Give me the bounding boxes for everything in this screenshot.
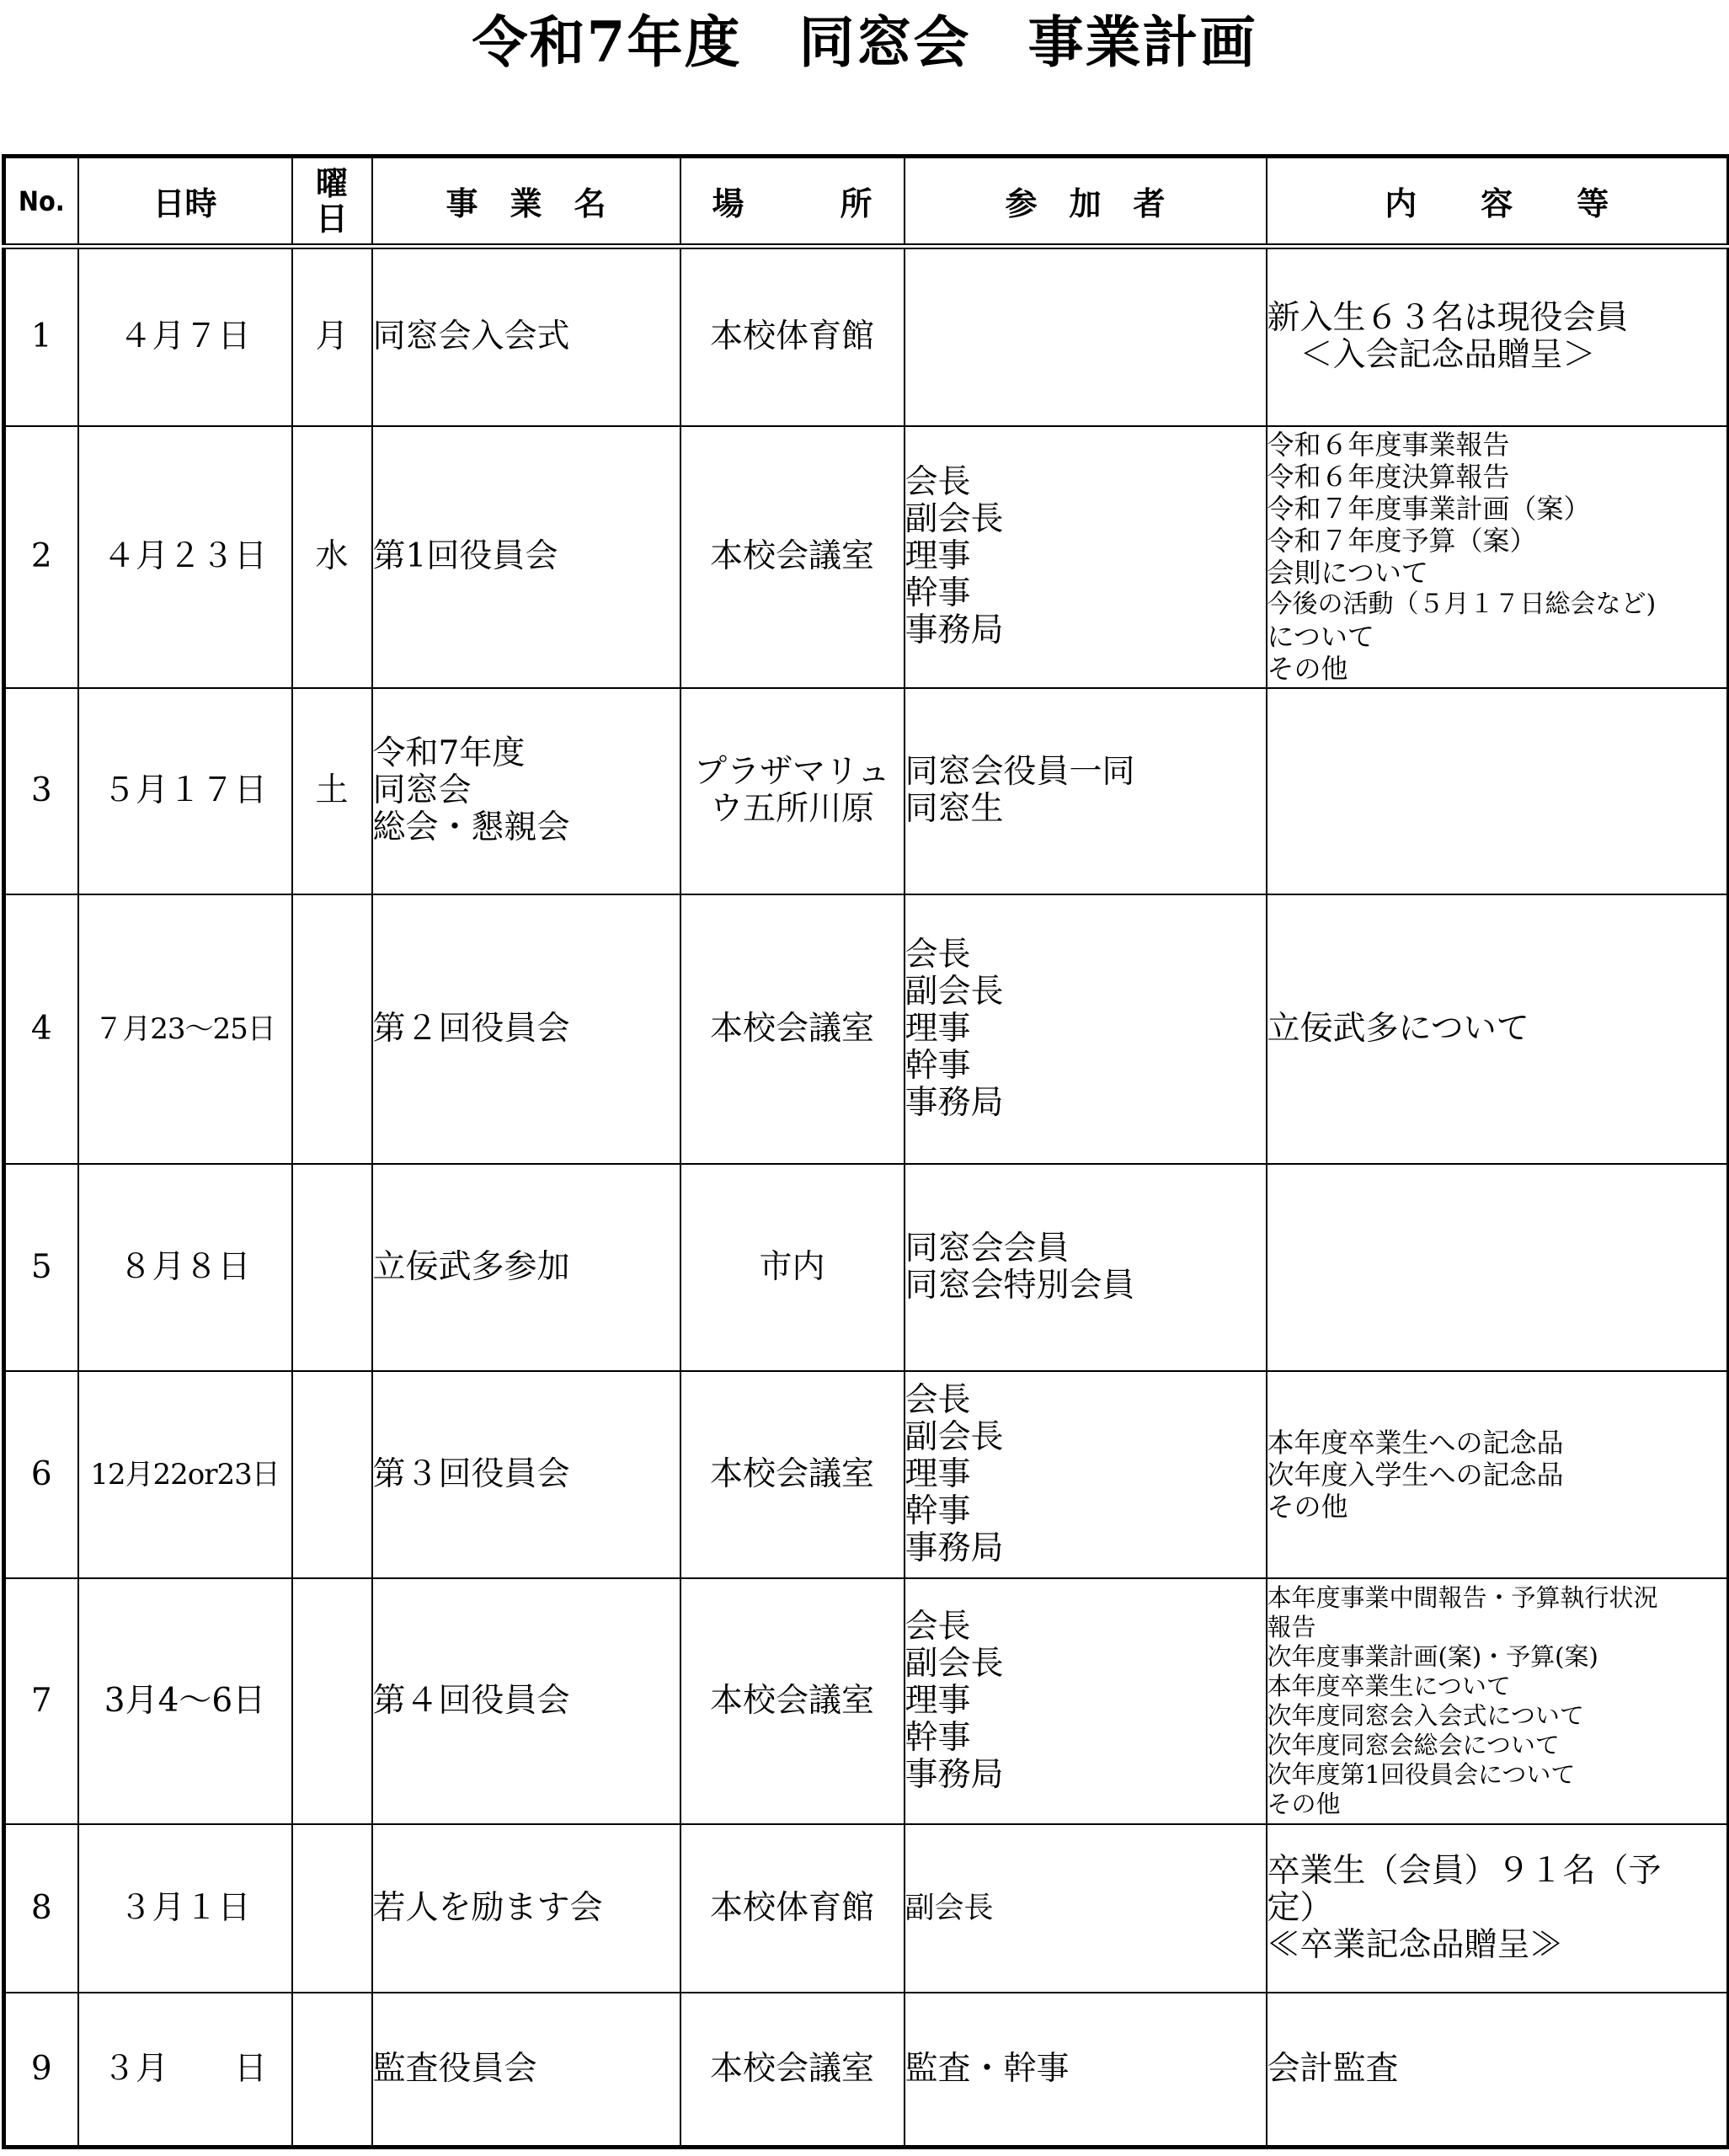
row-participants — [905, 426, 1267, 688]
content-line: 新入生６３名は現役会員 — [1267, 299, 1629, 338]
participant-line: 同窓生 — [905, 790, 1004, 828]
header-date: 日時 — [78, 157, 292, 247]
table-row — [4, 1371, 1729, 1578]
row-place — [680, 1578, 905, 1824]
table-row — [4, 426, 1729, 688]
row-participants — [905, 247, 1267, 426]
row-content — [1267, 426, 1729, 688]
name-line: 令和7年度 — [372, 734, 526, 772]
row-name — [372, 1824, 680, 1993]
name-line: 監査役員会 — [372, 2049, 537, 2088]
table-row — [4, 1824, 1729, 1993]
participant-line: 副会長 — [905, 1417, 1004, 1456]
name-line: 第３回役員会 — [372, 1454, 570, 1493]
content-line: 次年度入学生への記念品 — [1267, 1458, 1564, 1491]
content-line: ≪卒業記念品贈呈≫ — [1267, 1925, 1563, 1964]
content-line: 会計監査 — [1267, 2049, 1399, 2088]
page-title: 令和7年度 同窓会 事業計画 — [472, 9, 1257, 75]
row-content — [1267, 1164, 1729, 1371]
content-line: 今後の活動（５月１７日総会など) — [1267, 590, 1657, 619]
row-no: 6 — [4, 1371, 78, 1578]
row-dow — [292, 894, 372, 1164]
content-line: 次年度事業計画(案)・予算(案) — [1267, 1641, 1598, 1671]
row-date: ８月８日 — [78, 1164, 292, 1371]
table-row — [4, 1164, 1729, 1371]
row-content — [1267, 247, 1729, 426]
participant-line: 理事 — [905, 1454, 971, 1493]
row-no: 7 — [4, 1578, 78, 1824]
participant-line: 監査・幹事 — [905, 2049, 1070, 2088]
participant-line: 幹事 — [905, 1046, 971, 1085]
row-dow — [292, 1824, 372, 1993]
header-dow-line: 曜 — [315, 163, 348, 202]
row-name — [372, 247, 680, 426]
place-line: 本校会議室 — [709, 2049, 874, 2088]
row-name — [372, 1371, 680, 1578]
row-date: ５月１７日 — [78, 688, 292, 894]
row-content — [1267, 894, 1729, 1164]
row-place — [680, 1824, 905, 1993]
row-no: 2 — [4, 426, 78, 688]
row-content — [1267, 688, 1729, 894]
row-date: ４月７日 — [78, 247, 292, 426]
participant-line: 副会長 — [905, 1644, 1004, 1683]
row-place — [680, 1164, 905, 1371]
row-participants — [905, 1824, 1267, 1993]
name-line: 第４回役員会 — [372, 1681, 570, 1720]
participant-line: 会長 — [905, 1380, 971, 1419]
row-place — [680, 1993, 905, 2148]
row-dow — [292, 1578, 372, 1824]
content-line: 令和６年度決算報告 — [1267, 461, 1510, 493]
event-plan-table — [2, 154, 1729, 2149]
row-content — [1267, 1824, 1729, 1993]
row-place — [680, 894, 905, 1164]
content-line: ＜入会記念品贈呈＞ — [1267, 336, 1596, 375]
place-line: 市内 — [759, 1247, 825, 1286]
row-no: 4 — [4, 894, 78, 1164]
row-name — [372, 1578, 680, 1824]
header-content: 内 容 等 — [1267, 157, 1729, 247]
participant-line: 幹事 — [905, 574, 971, 612]
participant-line: 副会長 — [905, 1891, 994, 1925]
row-name — [372, 894, 680, 1164]
table-row — [4, 894, 1729, 1164]
row-date: ３月１日 — [78, 1824, 292, 1993]
row-content — [1267, 1993, 1729, 2148]
table-row — [4, 688, 1729, 894]
participant-line: 会長 — [905, 463, 971, 501]
content-line: について — [1267, 621, 1374, 653]
row-dow: 水 — [292, 426, 372, 688]
place-line: プラザマリュ — [694, 753, 890, 791]
row-participants — [905, 1164, 1267, 1371]
content-line: 次年度同窓会入会式について — [1267, 1700, 1584, 1730]
participant-line: 幹事 — [905, 1718, 971, 1757]
row-date: 12月22or23日 — [78, 1371, 292, 1578]
table-row — [4, 247, 1729, 426]
content-line: その他 — [1267, 653, 1348, 685]
place-line: 本校会議室 — [709, 1454, 874, 1493]
row-dow — [292, 1993, 372, 2148]
row-participants — [905, 1371, 1267, 1578]
content-line: 本年度事業中間報告・予算執行状況 — [1267, 1582, 1658, 1612]
content-line: 本年度卒業生への記念品 — [1267, 1426, 1564, 1459]
header-place: 場 所 — [680, 157, 905, 247]
participant-line: 同窓会役員一同 — [905, 753, 1135, 791]
content-line: 卒業生（会員）９１名（予 — [1267, 1851, 1662, 1890]
row-participants — [905, 1578, 1267, 1824]
name-line: 同窓会入会式 — [372, 318, 570, 356]
row-content — [1267, 1578, 1729, 1824]
row-dow: 土 — [292, 688, 372, 894]
participant-line: 事務局 — [905, 611, 1004, 649]
participant-line: 事務局 — [905, 1755, 1004, 1794]
row-no: 9 — [4, 1993, 78, 2148]
row-date: ４月２３日 — [78, 426, 292, 688]
header-name: 事 業 名 — [372, 157, 680, 247]
place-line: ウ五所川原 — [709, 790, 874, 828]
header-no: No. — [4, 157, 78, 247]
place-line: 本校会議室 — [709, 1009, 874, 1048]
participant-line: 同窓会会員 — [905, 1229, 1070, 1267]
row-content — [1267, 1371, 1729, 1578]
row-date: ７月23～25日 — [78, 894, 292, 1164]
participant-line: 会長 — [905, 935, 971, 974]
content-line: 次年度同窓会総会について — [1267, 1730, 1560, 1759]
header-participants: 参 加 者 — [905, 157, 1267, 247]
participant-line: 事務局 — [905, 1083, 1004, 1122]
row-participants — [905, 1993, 1267, 2148]
participant-line: 理事 — [905, 1009, 971, 1048]
content-line: 立佞武多について — [1267, 1009, 1529, 1048]
row-place — [680, 688, 905, 894]
row-dow: 月 — [292, 247, 372, 426]
row-place — [680, 247, 905, 426]
row-no: 5 — [4, 1164, 78, 1371]
table-row — [4, 1993, 1729, 2148]
row-place — [680, 426, 905, 688]
content-line: 令和６年度事業報告 — [1267, 429, 1510, 461]
name-line: 第２回役員会 — [372, 1009, 570, 1048]
header-dow-line: 日 — [315, 199, 348, 237]
table-row — [4, 1578, 1729, 1824]
content-line: 会則について — [1267, 557, 1428, 589]
row-dow — [292, 1371, 372, 1578]
row-place — [680, 1371, 905, 1578]
row-date: ３月 日 — [78, 1993, 292, 2148]
name-line: 若人を励ます会 — [372, 1888, 603, 1927]
participant-line: 理事 — [905, 537, 971, 575]
row-no: 3 — [4, 688, 78, 894]
place-line: 本校体育館 — [709, 1888, 874, 1927]
place-line: 本校会議室 — [709, 537, 874, 575]
row-name — [372, 1164, 680, 1371]
name-line: 立佞武多参加 — [372, 1247, 570, 1286]
content-line: 次年度第1回役員会について — [1267, 1759, 1576, 1789]
row-no: 8 — [4, 1824, 78, 1993]
content-line: その他 — [1267, 1789, 1341, 1818]
row-dow — [292, 1164, 372, 1371]
content-line: 定） — [1267, 1888, 1333, 1927]
participant-line: 同窓会特別会員 — [905, 1266, 1135, 1305]
header-row — [4, 157, 1729, 247]
row-name — [372, 1993, 680, 2148]
content-line: 報告 — [1267, 1612, 1316, 1641]
row-date: 3月4～6日 — [78, 1578, 292, 1824]
row-name — [372, 688, 680, 894]
row-participants — [905, 894, 1267, 1164]
participant-line: 会長 — [905, 1607, 971, 1646]
participant-line: 副会長 — [905, 500, 1004, 538]
row-name — [372, 426, 680, 688]
place-line: 本校会議室 — [709, 1681, 874, 1720]
participant-line: 理事 — [905, 1681, 971, 1720]
content-line: 本年度卒業生について — [1267, 1671, 1511, 1700]
header-dow — [292, 157, 372, 247]
participant-line: 事務局 — [905, 1529, 1004, 1567]
participant-line: 幹事 — [905, 1492, 971, 1530]
name-line: 総会・懇親会 — [372, 808, 570, 846]
participant-line: 副会長 — [905, 972, 1004, 1011]
name-line: 第1回役員会 — [372, 537, 558, 575]
content-line: その他 — [1267, 1490, 1348, 1523]
place-line: 本校体育館 — [709, 318, 874, 356]
name-line: 同窓会 — [372, 771, 472, 809]
content-line: 令和７年度予算（案） — [1267, 525, 1537, 557]
row-no: 1 — [4, 247, 78, 426]
content-line: 令和７年度事業計画（案） — [1267, 493, 1591, 525]
row-participants — [905, 688, 1267, 894]
